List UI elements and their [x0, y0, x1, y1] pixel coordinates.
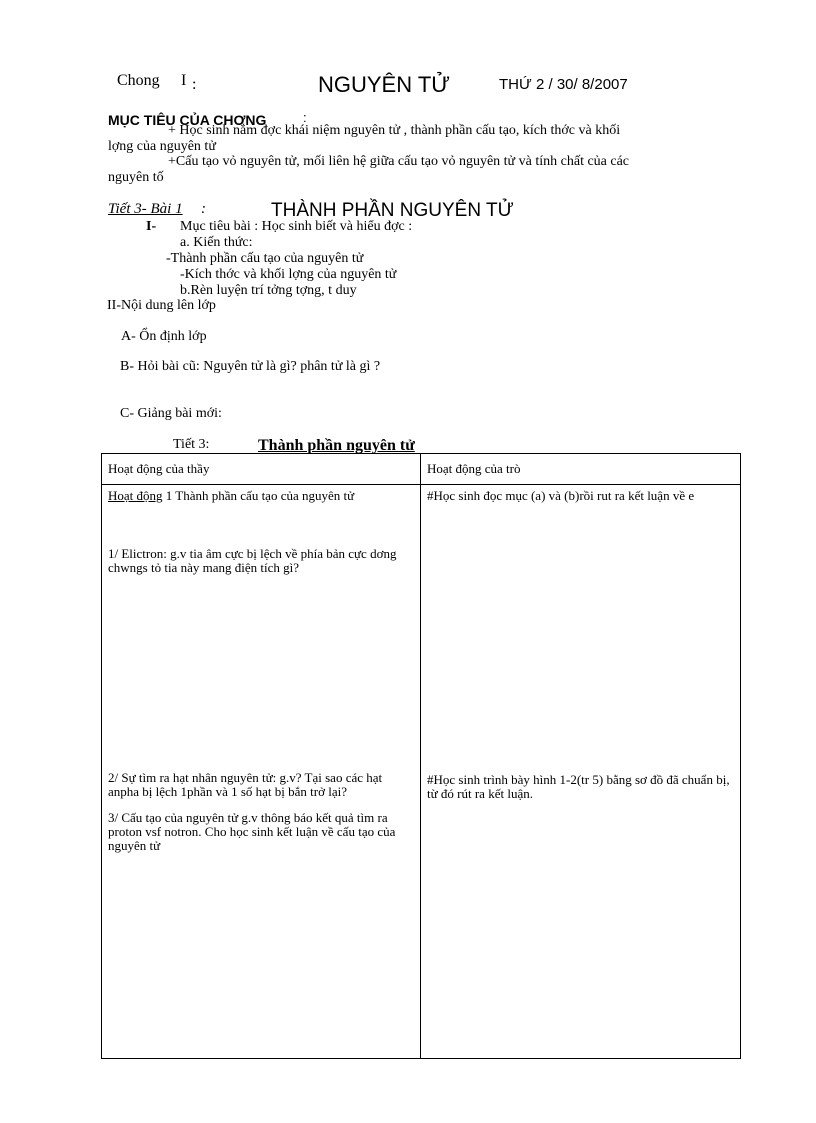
student-activities-cell [421, 485, 741, 1059]
table-row [102, 485, 741, 1059]
skills-line: b.Rèn luyện trí tởng tợng, t duy [180, 283, 357, 298]
table-header-row [102, 454, 741, 485]
student-item-electron: #Học sinh đọc mục (a) và (b)rồi rut ra kết luận về e [427, 488, 695, 503]
objective-line-1: + Học sinh nắm đợc khái niệm nguyên tử , thành phần cấu tạo, kích thớc và khối [168, 123, 621, 138]
step-b: B- Hỏi bài cũ: Nguyên tử là gì? phân tử là gì ? [120, 359, 381, 374]
lesson-date: THỨ 2 / 30/ 8/2007 [499, 76, 628, 93]
teacher-item-nucleus: 2/ Sự tìm ra hạt nhân nguyên tử: g.v? Tại sao các hạt anpha bị lệch 1phần và 1 số hạt bị bắn trở lại? [108, 770, 383, 799]
lesson-label: Tiết 3- Bài 1 [108, 201, 183, 217]
teacher-item-electron: 1/ Elictron: g.v tia âm cực bị lệch về phía bản cực dơng chwngs tỏ tia này mang điện tích gì? [108, 546, 397, 575]
objective-line-2: lợng của nguyên tử [108, 139, 216, 154]
activity-heading [108, 489, 414, 503]
chapter-number: I [181, 72, 187, 89]
knowledge-item-2: -Kích thớc và khối lợng của nguyên tử [180, 267, 397, 282]
objective-line-4: nguyên tố [108, 170, 164, 185]
activity-table [101, 453, 741, 1059]
knowledge-heading: a. Kiến thức: [180, 235, 253, 250]
page-title: NGUYÊN TỬ [318, 72, 451, 97]
activity-label: Hoạt động [108, 488, 163, 503]
table-caption-period: Tiết 3: [173, 437, 210, 452]
lesson-title: THÀNH PHẦN NGUYÊN TỬ [271, 200, 514, 221]
teacher-item-structure: 3/ Cấu tạo của nguyên tử g.v thông báo kết quả tìm ra proton vsf notron. Cho học sinh kết luận về cấu tạo của nguyên tử [108, 810, 396, 853]
chapter-colon: : [192, 76, 197, 93]
section-one-marker: I- [146, 219, 157, 234]
lesson-label-colon: : [201, 201, 206, 217]
objective-line-3: +Cấu tạo vỏ nguyên tử, mối liên hệ giữa cấu tạo vỏ nguyên tử và tính chất của các [168, 154, 630, 169]
knowledge-item-1: -Thành phần cấu tạo của nguyên tử [166, 251, 364, 266]
student-item-nucleus: #Học sinh trình bày hình 1-2(tr 5) bằng sơ đồ đã chuẩn bị, từ đó rút ra kết luận. [427, 772, 730, 801]
column-header-student: Hoạt động của trò [421, 454, 741, 485]
column-header-teacher: Hoạt động của thầy [102, 454, 421, 485]
content-heading: II-Nội dung lên lớp [107, 298, 216, 313]
table-caption-title: Thành phần nguyên tử [258, 437, 415, 454]
lesson-goal: Mục tiêu bài : Học sinh biết và hiểu đợc : [180, 219, 413, 234]
objectives-heading: MỤC TIÊU CỦA CHƠNG [108, 112, 267, 128]
step-a: A- Ổn định lớp [121, 329, 207, 344]
step-c: C- Giảng bài mới: [120, 406, 222, 421]
teacher-activities-cell [102, 485, 421, 1059]
activity-label-rest: 1 Thành phần cấu tạo của nguyên tử [162, 488, 355, 503]
objectives-heading-colon: : [303, 110, 307, 125]
chapter-label: Chong [117, 72, 160, 89]
